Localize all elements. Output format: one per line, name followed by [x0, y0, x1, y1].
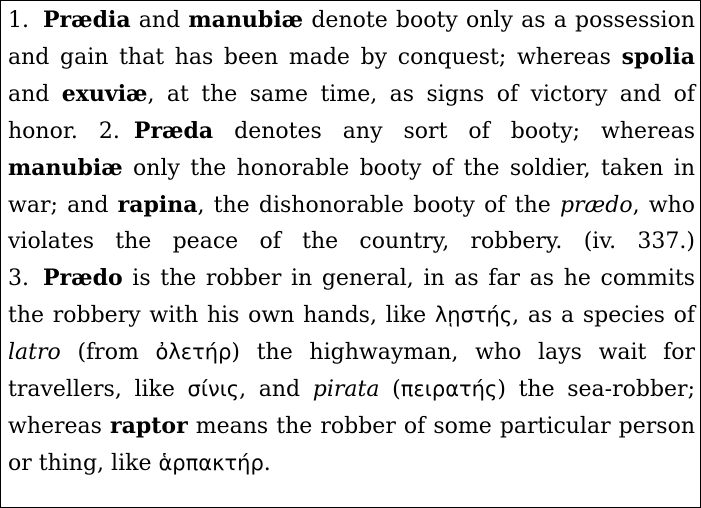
text-run: (from	[60, 340, 156, 365]
text-run: , who violates the peace of the country, robbery.	[8, 193, 695, 254]
greek-word: ἁρπακτήρ	[158, 451, 264, 475]
term: manubiæ	[188, 7, 304, 33]
text-run: , the dishonorable booty of the	[197, 193, 560, 218]
volume-reference: (iv. 337.)	[583, 229, 695, 254]
text-run: is the robber in general, in as far as he commits the robbery with his own hands, like	[8, 266, 695, 328]
section-number: 2.	[98, 119, 120, 144]
greek-word: ὀλετήρ	[155, 340, 232, 364]
text-run: and	[130, 8, 189, 33]
synonym-entry-text	[8, 2, 695, 482]
greek-word: σίνις	[187, 377, 240, 401]
term: raptor	[110, 413, 188, 439]
italic-term: latro	[8, 340, 61, 365]
text-run: , at the same time, as signs of victory and of honor.	[8, 82, 695, 144]
section-number: 3.	[8, 266, 29, 291]
text-run: denotes any sort of booty; whereas	[213, 119, 695, 144]
text-run: (	[379, 377, 401, 402]
term: spolia	[621, 44, 695, 70]
text-run: and	[8, 82, 62, 107]
greek-word: λῃστής	[434, 303, 513, 327]
text-run: ) the sea-robber; whereas	[8, 377, 695, 439]
term: rapina	[117, 192, 198, 218]
text-run: , and	[239, 377, 313, 402]
term: Prædo	[43, 265, 123, 291]
text-run: , as a species of	[512, 303, 696, 328]
term: Prædia	[43, 7, 131, 33]
term: manubiæ	[8, 155, 123, 181]
text-run: means the robber of some particular person or thing, like	[8, 414, 695, 476]
greek-word: πειρατής	[400, 377, 498, 401]
text-run: only the honorable booty of the soldier, taken in war; and	[8, 156, 695, 218]
text-run: ) the highwayman, who lays wait for travellers, like	[8, 340, 695, 402]
italic-term: pirata	[312, 377, 380, 402]
text-run: denote booty only as a possession and gain that has been made by conquest; whereas	[8, 8, 695, 70]
italic-term: prædo	[559, 193, 633, 218]
term: Præda	[133, 118, 214, 144]
section-number: 1.	[8, 8, 29, 33]
text-run: .	[263, 451, 271, 476]
term: exuviæ	[61, 81, 148, 107]
